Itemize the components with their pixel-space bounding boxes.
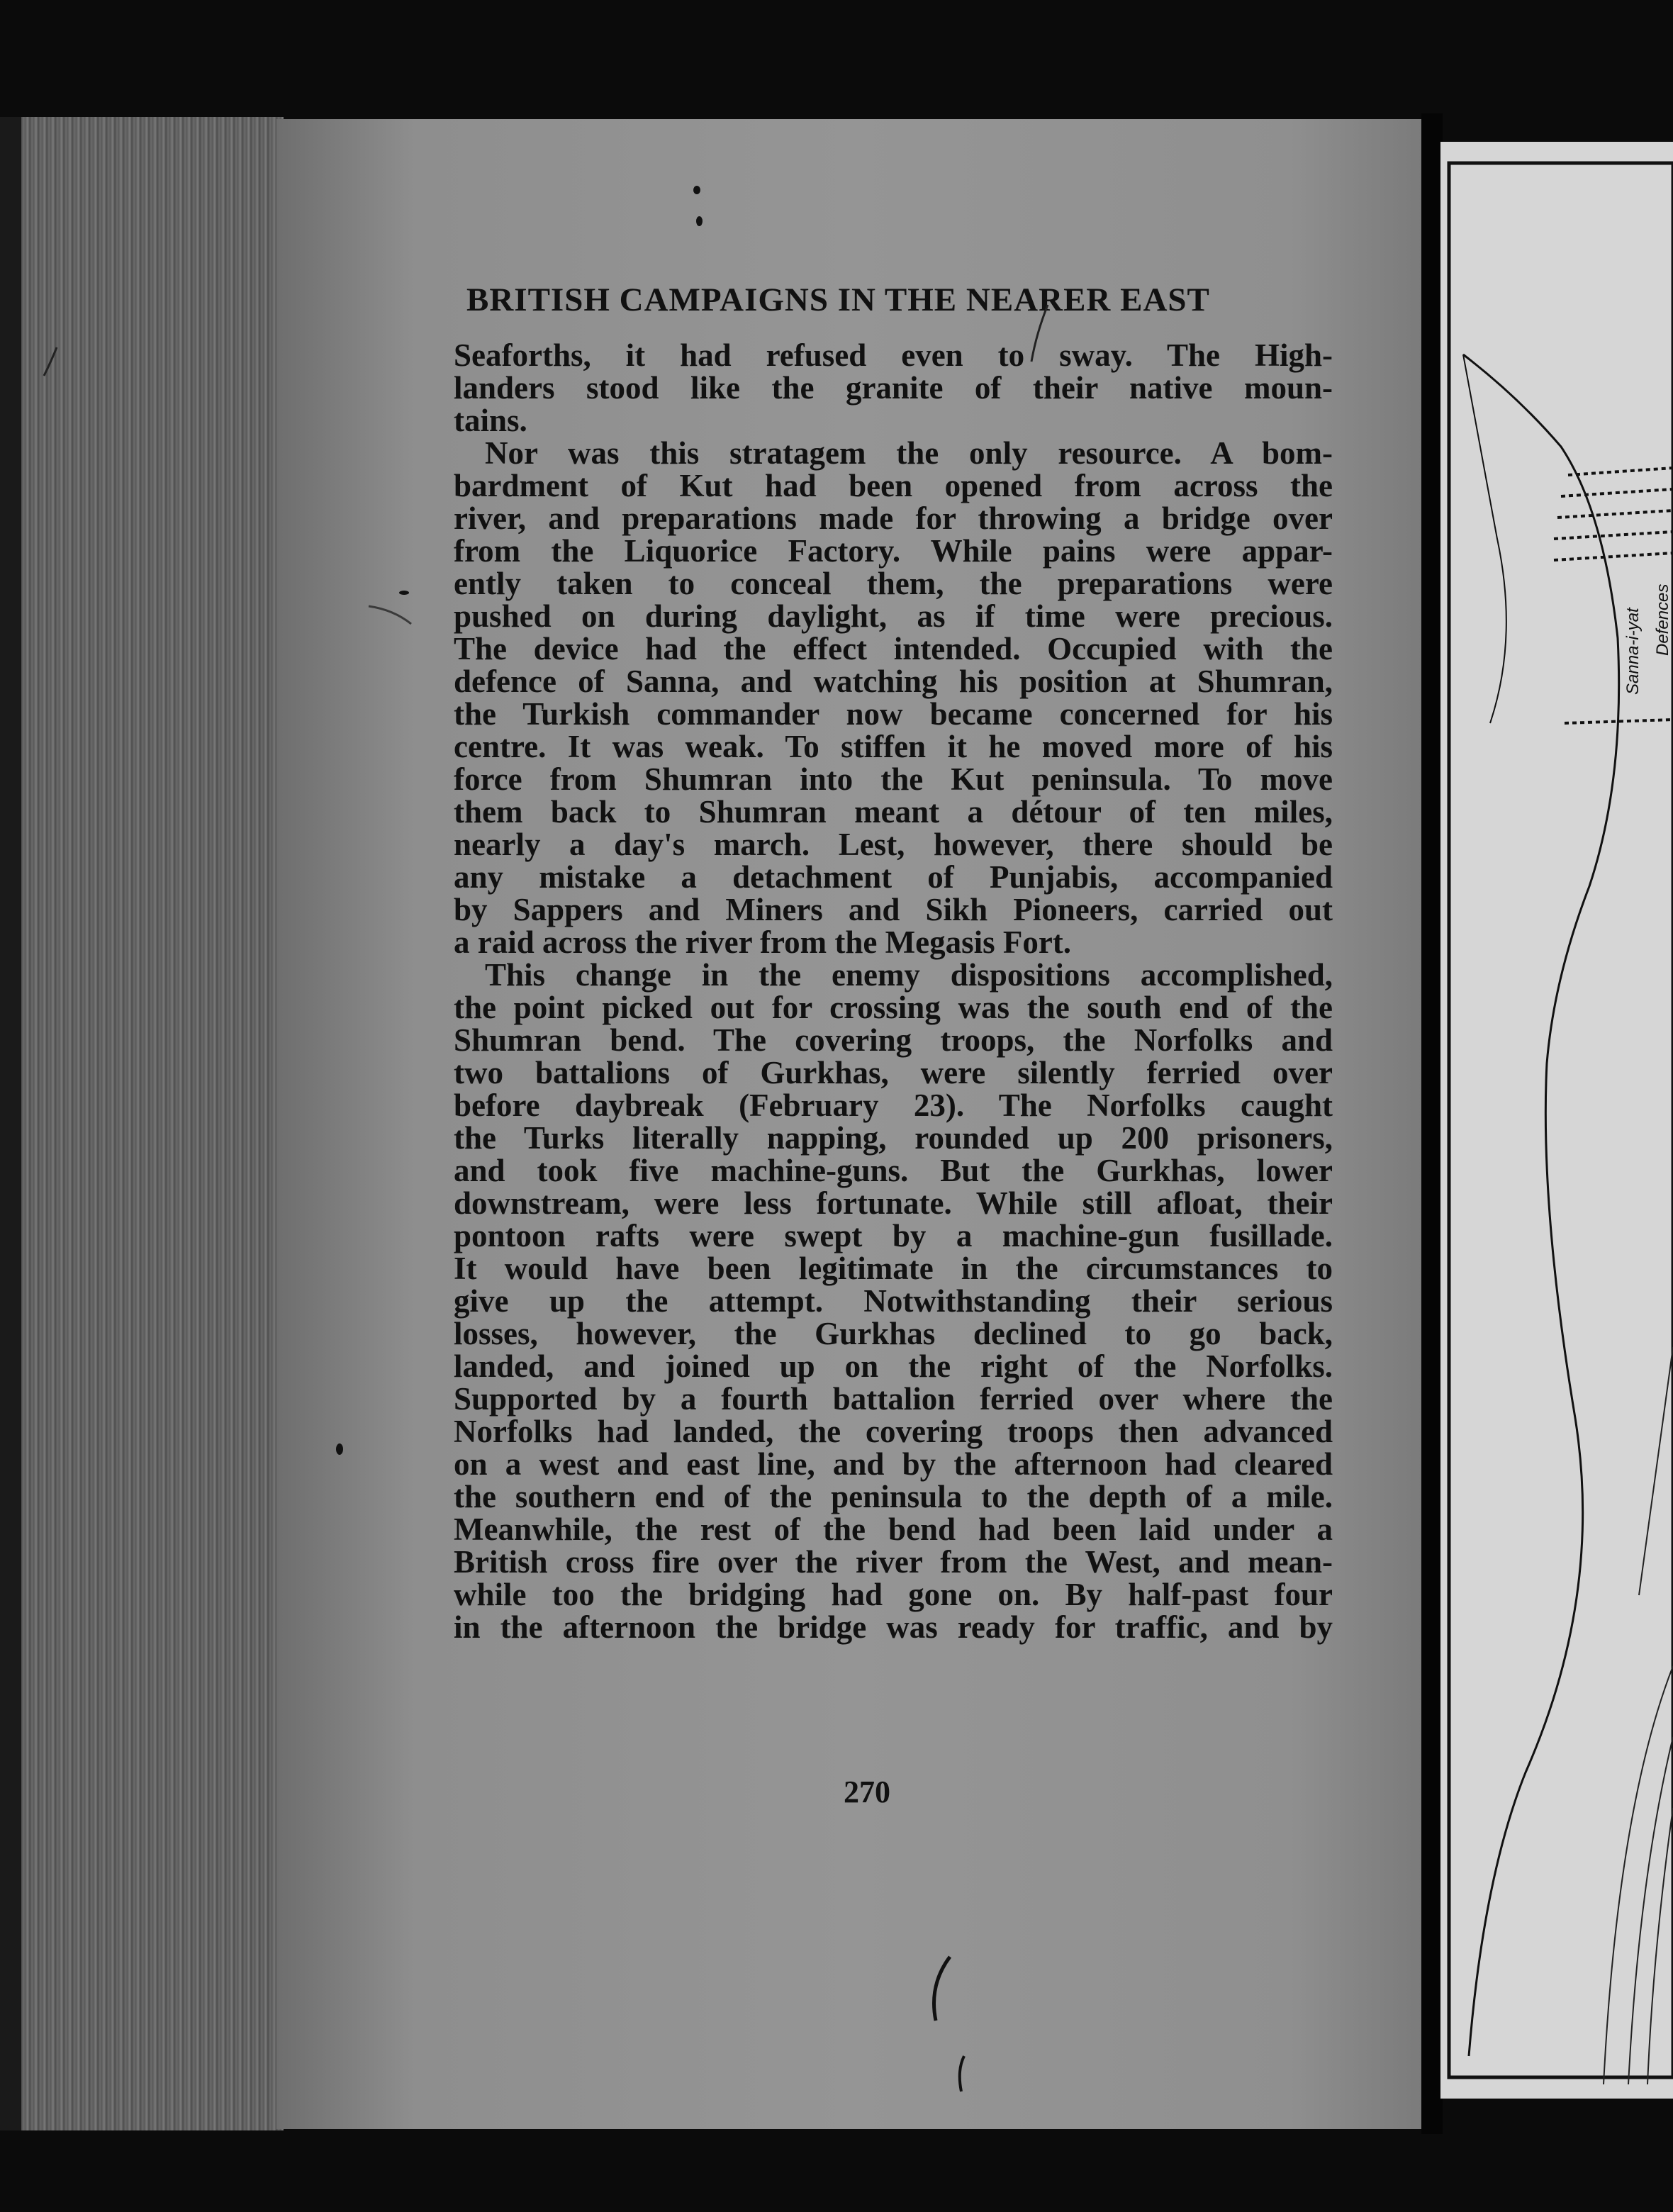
text-line: a raid across the river from the Megasis Fort. [454,925,1072,960]
text-line: force from Shumran into the Kut peninsula. To move [454,761,1333,797]
text-line: tains. [454,403,527,438]
text-line: pontoon rafts were swept by a machine-gun fusillade. [454,1218,1333,1253]
text-line: ently taken to conceal them, the preparations were [454,566,1333,601]
text-line: the point picked out for crossing was the south end of the [454,990,1333,1025]
text-line: defence of Sanna, and watching his position at Shumran, [454,664,1333,699]
text-line: the Turkish commander now became concerned for his [454,696,1333,732]
text-line: river, and preparations made for throwing a bridge over [454,501,1333,536]
text-line: It would have been legitimate in the circumstances to [454,1251,1333,1286]
contour-4 [1639,1347,1673,1595]
text-line: centre. It was weak. To stiffen it he moved more of his [454,729,1333,764]
body-text [454,339,1333,1643]
text-line: while too the bridging had gone on. By half-past four [454,1577,1333,1612]
scan-speck [336,1443,343,1455]
map-frame [1449,163,1673,2077]
text-line: British cross fire over the river from the West, and mean- [454,1544,1333,1580]
text-line: in the afternoon the bridge was ready for traffic, and by [454,1609,1333,1645]
text-line: Meanwhile, the rest of the bend had been laid under a [454,1512,1333,1547]
text-line: by Sappers and Miners and Sikh Pioneers, carried out [454,892,1333,927]
text-line: the Turks literally napping, rounded up 200 prisoners, [454,1120,1333,1156]
scan-speck [696,216,703,226]
text-line: The device had the effect intended. Occupied with the [454,631,1333,666]
text-line: Seaforths, it had refused even to sway. The High- [454,337,1333,373]
right-page-map [1440,142,1673,2099]
running-head: BRITISH CAMPAIGNS IN THE NEARER EAST [466,281,1210,318]
text-line: from the Liquorice Factory. While pains were appar- [454,533,1333,569]
scan-speck [693,186,700,194]
text-line: Norfolks had landed, the covering troops then advanced [454,1414,1333,1449]
text-line: pushed on during daylight, as if time were precious. [454,598,1333,634]
text-line: the southern end of the peninsula to the depth of a mile. [454,1479,1333,1514]
text-line: two battalions of Gurkhas, were silently ferried over [454,1055,1333,1090]
book-gutter [1421,113,1443,2134]
text-line: landed, and joined up on the right of the Norfolks. [454,1348,1333,1384]
text-line: before daybreak (February 23). The Norfolks caught [454,1088,1333,1123]
text-line: This change in the enemy dispositions accomplished, [485,957,1333,993]
text-line: give up the attempt. Notwithstanding their serious [454,1283,1333,1319]
page-stack-edge [0,117,284,2130]
map-label-defences: Defences [1653,583,1672,656]
river-bank [1463,354,1506,723]
text-line: landers stood like the granite of their native moun- [454,370,1333,406]
book-edge-shadow [0,117,21,2130]
map-drawing [1440,142,1673,2099]
text-line: Supported by a fourth battalion ferried over where the [454,1381,1333,1417]
contour-1 [1604,1666,1673,2084]
text-line: them back to Shumran meant a détour of ten miles, [454,794,1333,830]
text-line: on a west and east line, and by the afternoon had cleared [454,1446,1333,1482]
text-line: Shumran bend. The covering troops, the Norfolks and [454,1022,1333,1058]
river-outline [1463,354,1619,2056]
map-label-sanna: Sanna-i-yat [1623,608,1643,695]
text-line: Nor was this stratagem the only resource. A bom- [485,435,1333,471]
page-number: 270 [844,1775,890,1809]
text-line: any mistake a detachment of Punjabis, accompanied [454,859,1333,895]
text-line: downstream, were less fortunate. While still afloat, their [454,1185,1333,1221]
text-line: nearly a day's march. Lest, however, there should be [454,827,1333,862]
text-line: and took five machine-guns. But the Gurkhas, lower [454,1153,1333,1188]
text-line: losses, however, the Gurkhas declined to go back, [454,1316,1333,1351]
text-line: bardment of Kut had been opened from across the [454,468,1333,503]
scan-speck [399,591,409,595]
